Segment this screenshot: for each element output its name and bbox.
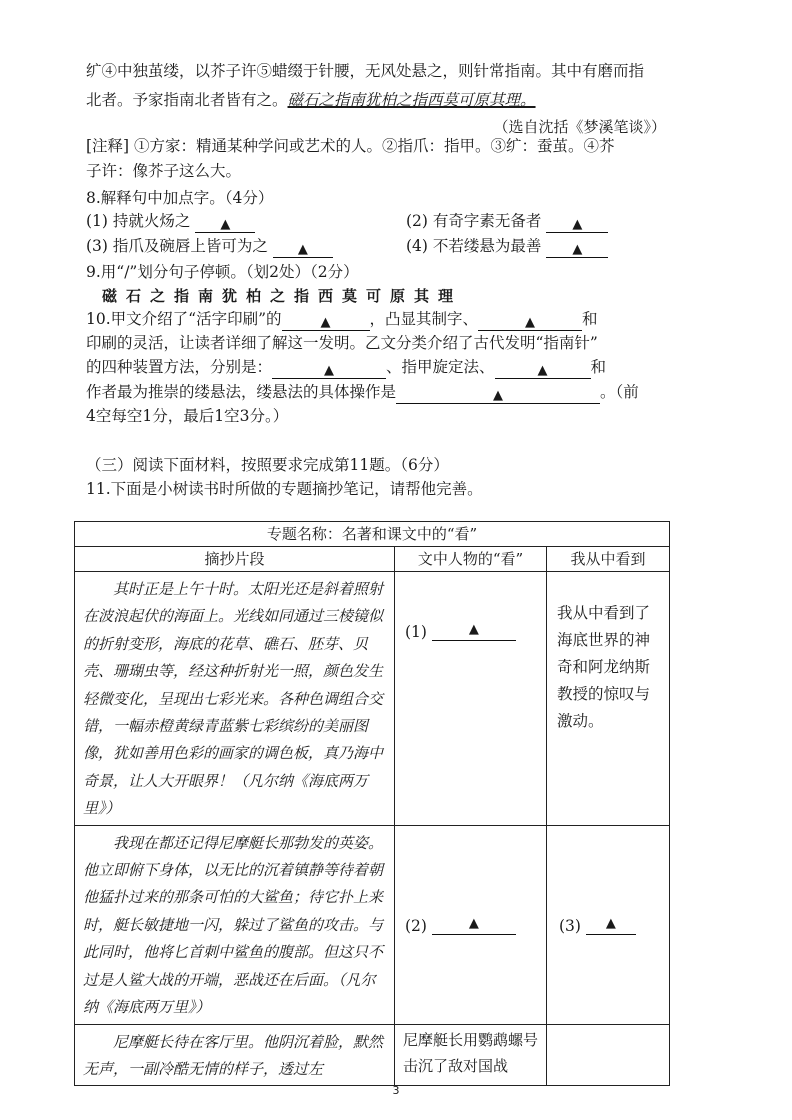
q10-line-2: 印刷的灵活，让读者详细了解这一发明。乙文分类介绍了古代发明“指南针” [86, 334, 598, 352]
excerpt-cell: 尼摩艇长待在客厅里。他阴沉着脸，默然无声，一副冷酷无情的样子，透过左 [75, 1024, 395, 1086]
q9-sentence[interactable]: 磁石之指南犹柏之指西莫可原其理 [102, 287, 463, 305]
q8-answer-blank-3[interactable] [273, 237, 333, 258]
q10-line-1 [86, 307, 674, 331]
triangle-marker-icon: ▲ [525, 315, 536, 330]
column-header-excerpt: 摘抄片段 [75, 547, 395, 572]
triangle-marker-icon: ▲ [537, 363, 548, 378]
underlined-sentence: 磁石之指南犹柏之指西莫可原其理。 [287, 91, 536, 109]
q8-answer-blank-1[interactable] [195, 212, 255, 233]
look-label-1: (1) [405, 623, 427, 641]
q10-blank-1[interactable] [282, 310, 370, 331]
table-answer-blank-3[interactable] [586, 914, 636, 935]
triangle-marker-icon: ▲ [468, 622, 479, 637]
reading-notes-table [74, 521, 670, 1086]
look-label-2: (2) [405, 917, 427, 936]
q10-text-4b: 。（前 [600, 383, 639, 401]
passage-line-2 [86, 88, 674, 112]
table-answer-blank-1[interactable] [432, 620, 516, 641]
excerpt-cell: 其时正是上午十时。太阳光还是斜着照射在波浪起伏的海面上。光线如同通过三棱镜似的折射变形，海底的花草、礁石、胚芽、贝壳、珊瑚虫等，经这种折射光一照，颜色发生轻微变化，呈现出七彩光来。各种色调组合交错，一幅赤橙黄绿青蓝紫七彩缤纷的美丽图像，犹如善用色彩的画家的调色板，真乃海中奇景，让人大开眼界！（凡尔纳《海底两万里》） [75, 572, 395, 826]
triangle-marker-icon: ▲ [320, 315, 331, 330]
passage-source: （选自沈括《梦溪笔谈》） [493, 118, 666, 136]
insight-cell [547, 1024, 670, 1086]
passage-line-2-text: 北者。予家指南北者皆有之。 [86, 91, 288, 109]
column-header-insight: 我从中看到 [547, 547, 670, 572]
q10-text-1b: ，凸显其制字、 [369, 310, 479, 328]
passage-line-1: 纩④中独茧缕，以芥子许⑤蜡缀于针腰，无风处悬之，则针常指南。其中有磨而指 [86, 62, 645, 80]
q8-stem: 8.解释句中加点字。（4分） [86, 189, 274, 207]
q8-item-3 [86, 234, 333, 258]
insight-cell: 我从中看到了海底世界的神奇和阿龙纳斯教授的惊叹与激动。 [547, 572, 670, 826]
q10-text-3c: 和 [590, 358, 607, 376]
table-title: 专题名称：名著和课文中的“看” [75, 522, 670, 547]
q8-item-3-text: (3) 指爪及碗唇上皆可为之 [86, 237, 268, 255]
q10-text-4a: 作者最为推崇的缕悬法，缕悬法的具体操作是 [86, 383, 397, 401]
q10-text-3b: 、指甲旋定法、 [386, 358, 495, 376]
page-number: 3 [392, 1084, 400, 1097]
q8-item-4 [406, 234, 608, 258]
triangle-marker-icon: ▲ [605, 916, 616, 932]
q8-item-4-text: (4) 不若缕悬为最善 [406, 237, 542, 255]
insight-label-3: (3) [559, 917, 581, 936]
q10-line-4 [86, 380, 674, 404]
triangle-marker-icon: ▲ [324, 363, 335, 378]
triangle-marker-icon: ▲ [572, 242, 583, 257]
q10-blank-5[interactable] [396, 383, 600, 404]
q10-text-1c: 和 [582, 310, 598, 328]
annotation-line-2: 子许：像芥子这么大。 [86, 162, 242, 180]
q8-answer-blank-2[interactable] [546, 212, 608, 233]
q10-line-3 [86, 355, 674, 379]
q11-stem: 11.下面是小树读书时所做的专题摘抄笔记，请帮他完善。 [86, 480, 483, 498]
column-header-character-look: 文中人物的“看” [395, 547, 547, 572]
table-row [75, 572, 670, 826]
q8-item-2 [406, 209, 608, 233]
table-row [75, 1024, 670, 1086]
look-cell [395, 572, 547, 826]
q8-answer-blank-4[interactable] [546, 237, 608, 258]
q10-text-3a: 的四种装置方法，分别是： [86, 358, 273, 376]
triangle-marker-icon: ▲ [220, 217, 231, 232]
section-3-heading: （三）阅读下面材料，按照要求完成第11题。（6分） [86, 456, 449, 474]
look-cell: 尼摩艇长用鹦鹉螺号击沉了敌对国战 [395, 1024, 547, 1086]
triangle-marker-icon: ▲ [468, 916, 479, 932]
look-cell [395, 825, 547, 1024]
table-answer-blank-2[interactable] [432, 914, 516, 935]
insight-cell [547, 825, 670, 1024]
q9-stem: 9.用“/”划分句子停顿。（划2处）（2分） [86, 263, 359, 281]
q8-item-2-text: (2) 有奇字素无备者 [406, 212, 542, 230]
q10-blank-3[interactable] [272, 358, 386, 379]
excerpt-cell: 我现在都还记得尼摩艇长那勃发的英姿。他立即俯下身体，以无比的沉着镇静等待着朝他猛扑过来的那条可怕的大鲨鱼；待它扑上来时，艇长敏捷地一闪，躲过了鲨鱼的攻击。与此同时，他将匕首刺中鲨鱼的腹部。但这只不过是人鲨大战的开端，恶战还在后面。（凡尔纳《海底两万里》） [75, 825, 395, 1024]
q8-item-1 [86, 209, 255, 233]
triangle-marker-icon: ▲ [493, 388, 504, 403]
q10-blank-4[interactable] [495, 358, 591, 379]
triangle-marker-icon: ▲ [572, 217, 583, 232]
annotation-line-1: [注释] ①方家：精通某种学问或艺术的人。②指爪：指甲。③纩：蚕茧。④芥 [86, 137, 615, 155]
table-row [75, 825, 670, 1024]
q10-blank-2[interactable] [478, 310, 582, 331]
q10-line-5: 4空每空1分，最后1空3分。） [86, 407, 289, 425]
q10-text-1a: 10.甲文介绍了“活字印刷”的 [86, 310, 282, 328]
triangle-marker-icon: ▲ [297, 242, 308, 257]
q8-item-1-text: (1) 持就火炀之 [86, 212, 191, 230]
